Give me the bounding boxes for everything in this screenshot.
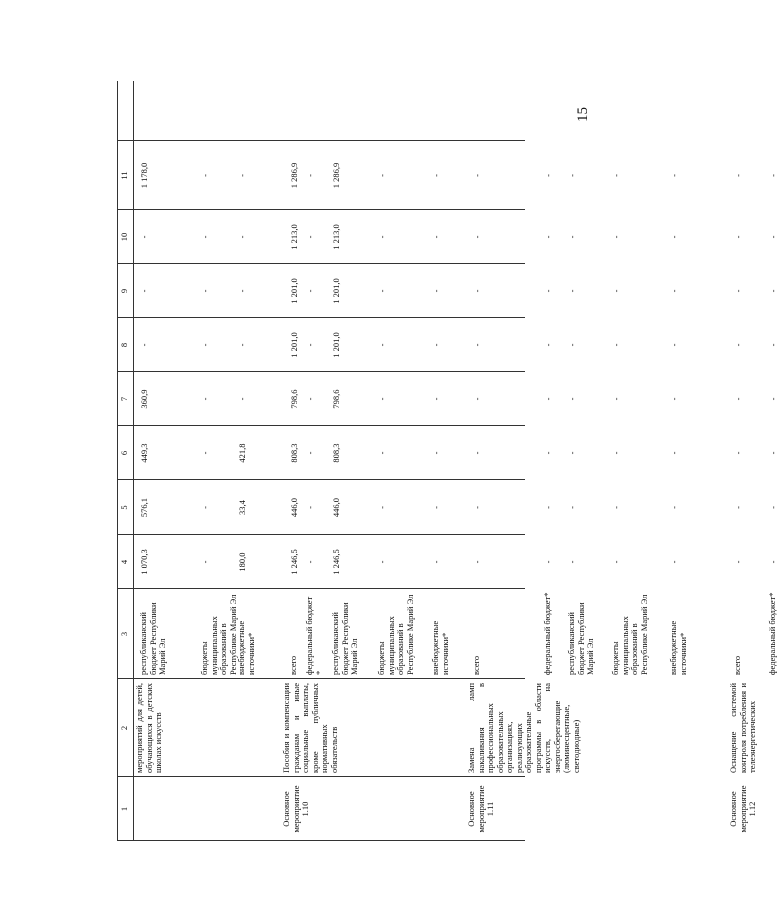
column-header-10: 10 [119,232,129,242]
amount-cell: - [543,343,553,347]
amount-cell: 421,8 [237,443,247,463]
amount-cell: 1 201,0 [289,278,299,304]
column-header-11: 11 [119,171,129,180]
funding-source: бюджеты муниципальных образований в Республике Марий Эл [376,594,415,675]
amount-cell: 1 070,3 [139,549,149,575]
amount-cell: 1 286,9 [331,162,341,189]
amount-cell: - [669,174,679,177]
amount-cell: - [543,235,553,239]
amount-cell: - [567,451,577,455]
event-code: Основное мероприятие 1.10 [281,785,311,833]
amount-cell: - [768,506,778,509]
amount-cell: - [611,506,621,509]
amount-cell: - [611,451,621,455]
amount-cell: - [200,174,210,177]
amount-cell: 1 178,0 [139,162,149,189]
column-rule-3 [117,588,525,589]
amount-cell: 446,0 [289,497,299,518]
column-header-9: 9 [119,288,129,294]
funding-source: всего [288,655,298,675]
page-number: 15 [575,107,591,122]
amount-cell: - [611,343,621,347]
event-code: Основное мероприятие 1.11 [466,785,496,833]
amount-cell: - [431,174,441,177]
amount-cell: - [611,397,621,401]
amount-cell: - [377,174,387,177]
amount-cell: - [733,451,743,455]
amount-cell: - [669,506,679,509]
amount-cell: - [567,397,577,401]
amount-cell: - [431,397,441,401]
amount-cell: - [567,560,577,564]
column-rule-5 [117,479,525,480]
amount-cell: - [472,289,482,293]
amount-cell: - [431,343,441,347]
column-rule-8 [117,317,525,318]
amount-cell: 449,3 [139,443,149,463]
column-header-1: 1 [119,806,129,812]
funding-source: федеральный бюджет * [304,596,324,675]
amount-cell: - [543,506,553,509]
amount-cell: - [377,506,387,509]
amount-cell: - [377,397,387,401]
amount-cell: - [768,560,778,564]
amount-cell: 1 286,9 [289,162,299,189]
funding-source: внебюджетные источники* [430,620,450,675]
amount-cell: - [472,397,482,401]
amount-cell: - [472,506,482,509]
amount-cell: - [543,289,553,293]
amount-cell: 808,3 [289,443,299,463]
event-code: Основное мероприятие 1.12 [728,785,758,833]
funding-source: федеральный бюджет* [542,592,552,675]
column-header-4: 4 [119,559,129,565]
amount-cell: 798,6 [331,389,341,409]
amount-cell: - [733,174,743,177]
column-rule-4 [117,534,525,535]
amount-cell: - [305,397,315,401]
column-header-5: 5 [119,505,129,510]
amount-cell: - [472,560,482,564]
amount-cell: - [237,289,247,293]
amount-cell: - [733,235,743,239]
amount-cell: - [377,289,387,293]
funding-source: внебюджетные источники* [668,620,688,675]
column-rule-2 [117,678,525,679]
amount-cell: - [237,397,247,401]
column-rule-0 [117,840,525,841]
amount-cell: - [768,451,778,455]
amount-cell: - [543,174,553,177]
amount-cell: - [472,343,482,347]
funding-source: республиканский бюджет Республики Марий Эл [330,602,360,675]
amount-cell: - [472,174,482,177]
amount-cell: - [669,397,679,401]
amount-cell: 1 213,0 [331,224,341,250]
amount-cell: - [305,506,315,509]
amount-cell: - [305,451,315,455]
amount-cell: - [733,397,743,401]
table-rule-0 [117,81,118,841]
amount-cell: - [768,397,778,401]
amount-cell: - [139,235,149,239]
amount-cell: 1 201,0 [331,278,341,304]
amount-cell: - [237,343,247,347]
amount-cell: 1 201,0 [331,332,341,358]
amount-cell: - [139,343,149,347]
amount-cell: - [768,235,778,239]
column-rule-1 [117,776,525,777]
amount-cell: - [768,343,778,347]
amount-cell: 1 201,0 [289,332,299,358]
amount-cell: - [200,506,210,509]
amount-cell: - [567,289,577,293]
amount-cell: - [431,506,441,509]
amount-cell: - [377,560,387,564]
amount-cell: 576,1 [139,497,149,518]
amount-cell: - [377,451,387,455]
amount-cell: - [611,289,621,293]
amount-cell: - [305,560,315,564]
amount-cell: - [669,235,679,239]
amount-cell: 360,9 [139,389,149,409]
funding-source: всего [471,655,481,675]
amount-cell: - [377,235,387,239]
funding-source: всего [732,655,742,675]
amount-cell: - [733,343,743,347]
event-description: Оснащение системой контроля потребления и телеэнергетических [728,683,758,773]
amount-cell: - [200,451,210,455]
amount-cell: - [611,174,621,177]
amount-cell: - [611,560,621,564]
event-description: Замена ламп накаливания в профессиональных образовательных организациях, реализующих образовательные программы в области искусств, на энергосберегающие (люминесцентные, светодиодные) [466,683,581,773]
amount-cell: - [543,451,553,455]
amount-cell: - [305,174,315,177]
amount-cell: 446,0 [331,497,341,518]
amount-cell: - [305,343,315,347]
amount-cell: 808,3 [331,443,341,463]
column-rule-10 [117,209,525,210]
amount-cell: - [472,235,482,239]
event-description: Пособия и компенсации гражданам и иные социальные выплаты, кроме публичных нормативных обязательств [281,683,339,773]
amount-cell: 798,6 [289,389,299,409]
amount-cell: - [305,235,315,239]
funding-source: федеральный бюджет* [767,592,777,675]
amount-cell: 33,4 [237,500,247,515]
amount-cell: 1 246,5 [331,549,341,575]
funding-source: республиканский бюджет Республики Марий Эл [138,602,168,675]
amount-cell: - [768,174,778,177]
amount-cell: - [431,289,441,293]
amount-cell: - [305,289,315,293]
column-rule-9 [117,263,525,264]
amount-cell: - [472,451,482,455]
amount-cell: 1 213,0 [289,224,299,250]
column-header-7: 7 [119,396,129,402]
amount-cell: 180,0 [237,552,247,572]
column-rule-6 [117,425,525,426]
amount-cell: - [669,343,679,347]
funding-source: внебюджетные источники* [236,620,256,675]
amount-cell: - [669,560,679,564]
amount-cell: - [200,289,210,293]
amount-cell: - [733,560,743,564]
amount-cell: - [431,560,441,564]
amount-cell: - [237,174,247,177]
amount-cell: - [543,560,553,564]
column-rule-7 [117,371,525,372]
amount-cell: - [669,451,679,455]
amount-cell: - [200,235,210,239]
funding-source: бюджеты муниципальных образований в Республике Марий Эл [199,594,238,675]
amount-cell: - [431,451,441,455]
event-description: мероприятий для детей, обучающихся в детских школах искусств [134,683,164,773]
amount-cell: - [768,289,778,293]
amount-cell: - [377,343,387,347]
funding-source: бюджеты муниципальных образований в Республике Марий Эл [610,594,649,675]
amount-cell: - [237,235,247,239]
amount-cell: - [733,506,743,509]
funding-source: республиканский бюджет Республики Марий Эл [566,602,596,675]
column-header-8: 8 [119,342,129,348]
amount-cell: 1 246,5 [289,549,299,575]
amount-cell: - [200,560,210,564]
column-header-3: 3 [119,631,129,637]
column-header-6: 6 [119,450,129,456]
amount-cell: - [567,235,577,239]
amount-cell: - [431,235,441,239]
column-header-2: 2 [119,725,129,731]
amount-cell: - [567,506,577,509]
amount-cell: - [139,289,149,293]
column-rule-11 [117,140,525,141]
amount-cell: - [611,235,621,239]
amount-cell: - [567,343,577,347]
amount-cell: - [733,289,743,293]
amount-cell: - [543,397,553,401]
amount-cell: - [669,289,679,293]
amount-cell: - [200,397,210,401]
amount-cell: - [567,174,577,177]
amount-cell: - [200,343,210,347]
